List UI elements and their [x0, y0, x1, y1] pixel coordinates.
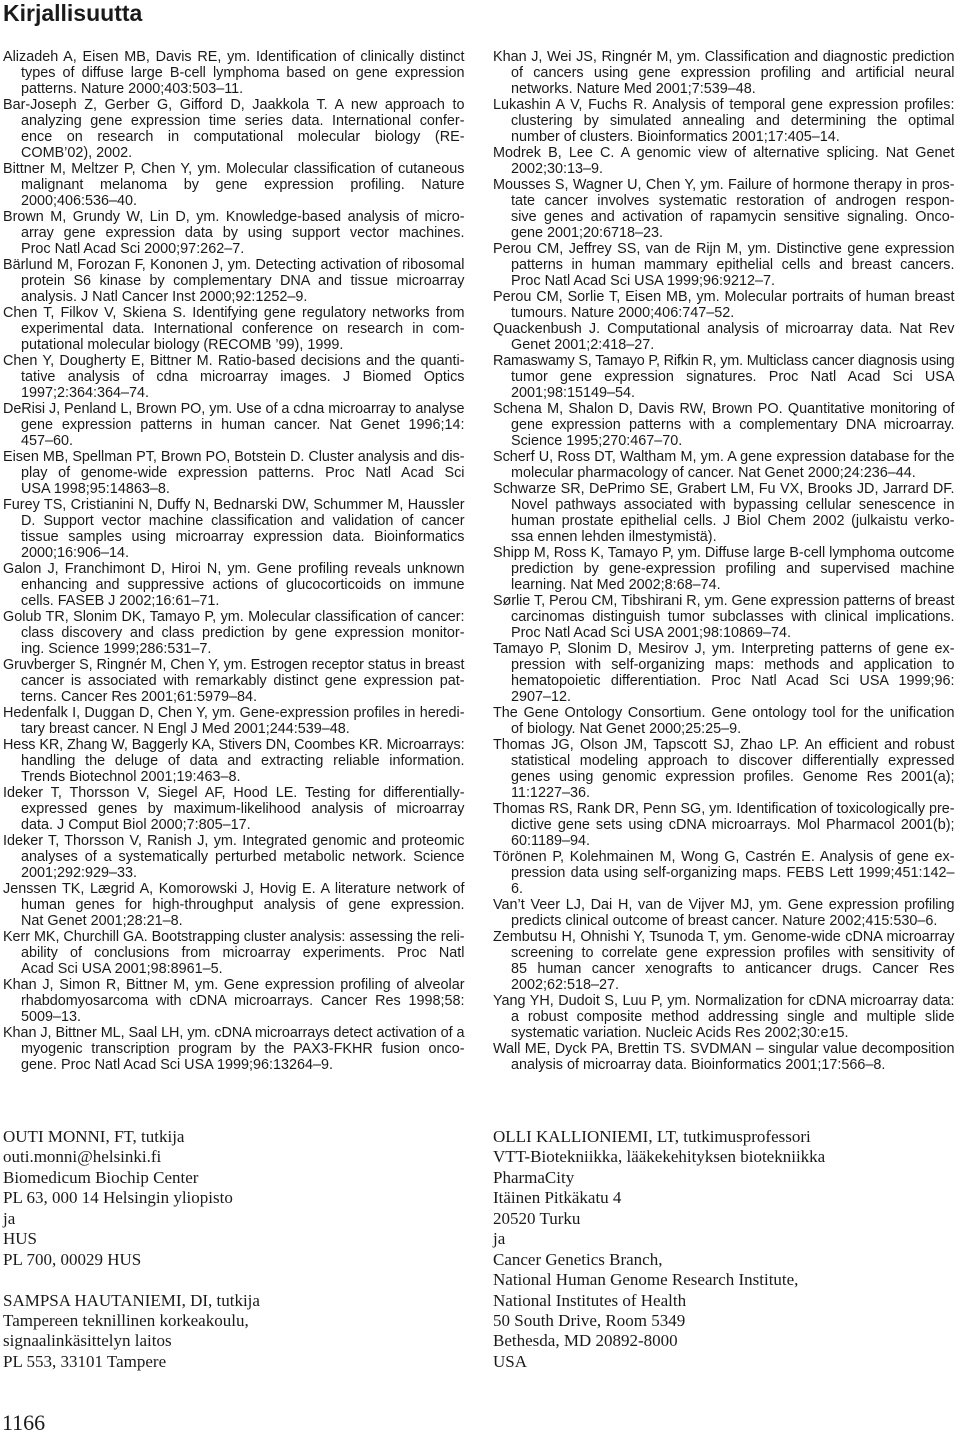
reference-line: ssa ennen lehden ilmestymistä).: [511, 529, 717, 545]
reference-line: 11:1227–36.: [511, 785, 590, 801]
reference-line: dictive gene sets using cDNA microarrays. Mol Pharmacol 2001(b);: [511, 817, 955, 833]
author-address-line: ja: [493, 1229, 506, 1249]
reference-line: Alizadeh A, Eisen MB, Davis RE, ym. Identification of clinically distinct: [3, 49, 465, 65]
reference-line: Khan J, Bittner ML, Saal LH, ym. cDNA microarrays detect activation of a: [3, 1025, 465, 1041]
author-address-line: National Institutes of Health: [493, 1290, 687, 1310]
reference-item: [3, 353, 465, 401]
reference-item: [3, 609, 465, 657]
reference-line: genes using genomic expression profiles. Genome Res 2001(a);: [511, 769, 955, 785]
reference-line: Brown M, Grundy W, Lin D, ym. Knowledge-based analysis of micro-: [3, 209, 465, 225]
reference-item: [493, 545, 955, 593]
author-address-line: OLLI KALLIONIEMI, LT, tutkimusprofessori: [493, 1127, 811, 1146]
reference-line: Ideker T, Thorsson V, Siegel AF, Hood LE. Testing for differentially-: [3, 785, 465, 801]
reference-line: Khan J, Simon R, Bittner M, ym. Gene expression profiling of alveolar: [3, 977, 465, 993]
author-address-line: 50 South Drive, Room 5349: [493, 1310, 686, 1330]
reference-line: data. J Comput Biol 2000;7:805–17.: [21, 817, 251, 833]
reference-item: [493, 289, 955, 321]
reference-line: number of clusters. Bioinformatics 2001;17:405–14.: [511, 129, 840, 145]
reference-line: Quackenbush J. Computational analysis of microarray data. Nat Rev: [493, 321, 955, 337]
reference-line: 5009–13.: [21, 1009, 82, 1025]
reference-line: statistical modeling approach to discover differentially expressed: [511, 753, 955, 769]
reference-line: Nat Genet 2001;28:21–8.: [21, 913, 183, 929]
author-address-line: outi.monni@helsinki.fi: [3, 1147, 162, 1167]
reference-line: ability of conclusions from microarray experiments. Proc Natl: [21, 945, 465, 961]
reference-item: [493, 177, 955, 241]
reference-line: Khan J, Wei JS, Ringnér M, ym. Classification and diagnostic prediction: [493, 49, 955, 65]
reference-line: handling the deluge of data and extracting reliable information.: [21, 753, 465, 769]
reference-line: Schwarze SR, DePrimo SE, Grabert LM, Fu VX, Brooks JD, Jarrard DF.: [493, 481, 955, 497]
reference-line: carcinomas distinguish tumor subclasses with clinical implications.: [511, 609, 955, 625]
reference-line: analysis of microarray data. Bioinformatics 2001;17:566–8.: [511, 1057, 886, 1073]
reference-item: [493, 593, 955, 641]
reference-item: [3, 257, 465, 305]
reference-item: [3, 705, 465, 737]
reference-item: [3, 497, 465, 561]
reference-line: Ramaswamy S, Tamayo P, Rifkin R, ym. Multiclass cancer diagnosis using: [493, 353, 955, 369]
reference-line: Thomas JG, Olson JM, Tapscott SJ, Zhao LP. An efficient and robust: [493, 737, 955, 753]
reference-line: Golub TR, Slonim DK, Tamayo P, ym. Molecular classification of cancer:: [3, 609, 465, 625]
reference-line: clustering by simulated annealing and determining the optimal: [511, 113, 955, 129]
reference-line: 60:1189–94.: [511, 833, 590, 849]
reference-line: 2000;16:906–14.: [21, 545, 130, 561]
reference-line: Sørlie T, Perou CM, Tibshirani R, ym. Gene expression patterns of breast: [493, 593, 955, 609]
author-addresses-left: [3, 1127, 458, 1372]
reference-item: [493, 145, 955, 177]
author-address-block: [3, 1127, 458, 1270]
reference-line: 2002;30:13–9.: [511, 161, 604, 177]
reference-line: cancer is associated with remarkably distinct gene expression pat-: [21, 673, 465, 689]
reference-line: protein S6 kinase by complementary DNA and tissue microarray: [21, 273, 465, 289]
reference-line: Tamayo P, Slonim D, Mesirov J, ym. Interpreting patterns of gene ex-: [493, 641, 955, 657]
author-address-line: Tampereen teknillinen korkeakoulu,: [3, 1310, 249, 1330]
reference-line: 2001;292:929–33.: [21, 865, 138, 881]
reference-item: [3, 561, 465, 609]
author-addresses-right: [493, 1127, 948, 1372]
reference-line: tary breast cancer. N Engl J Med 2001;244:539–48.: [21, 721, 350, 737]
reference-line: human prostate epithelial cells. J Biol Chem 2002 (julkaistu verko-: [511, 513, 955, 529]
reference-line: 85 human cancer xenografts to anticancer drugs. Cancer Res: [511, 961, 955, 977]
reference-line: gene expression patterns with a complementary DNA microarray.: [511, 417, 955, 433]
reference-line: Genet 2001;2:418–27.: [511, 337, 655, 353]
reference-item: [3, 881, 465, 929]
author-address-line: PharmaCity: [493, 1167, 575, 1187]
reference-line: patterns in human mammary epithelial cells and breast cancers.: [511, 257, 955, 273]
reference-line: patterns. Nature 2000;403:503–11.: [21, 81, 244, 97]
reference-line: gene. Proc Natl Acad Sci USA 1999;96:13264–9.: [21, 1057, 334, 1073]
reference-line: sive genes and activation of rapamycin sensitive signaling. Onco-: [511, 209, 955, 225]
reference-line: screening to correlate gene expression profiles with sensitivity of: [511, 945, 955, 961]
author-address-line: ja: [3, 1208, 16, 1228]
reference-line: analysis. J Natl Cancer Inst 2000;92:1252–9.: [21, 289, 308, 305]
reference-item: [3, 49, 465, 97]
reference-line: tissue samples using microarray expression data. Bioinformatics: [21, 529, 465, 545]
reference-item: [3, 1025, 465, 1073]
reference-line: DeRisi J, Penland L, Brown PO, ym. Use of a cdna microarray to analyse: [3, 401, 465, 417]
reference-item: [3, 401, 465, 449]
author-address-block: [3, 1291, 458, 1373]
references-right-column: [493, 49, 955, 1073]
reference-line: human genes for high-throughput analysis of gene expression.: [21, 897, 465, 913]
reference-line: Wall ME, Dyck PA, Brettin TS. SVDMAN – singular value decomposition: [493, 1041, 955, 1057]
reference-line: The Gene Ontology Consortium. Gene ontology tool for the unification: [493, 705, 955, 721]
reference-line: D. Support vector machine classification and validation of cancer: [21, 513, 465, 529]
author-address-line: Bethesda, MD 20892-8000: [493, 1331, 678, 1351]
reference-item: [493, 481, 955, 545]
reference-line: Furey TS, Cristianini N, Duffy N, Bednarski DW, Schummer M, Haussler: [3, 497, 465, 513]
author-address-line: SAMPSA HAUTANIEMI, DI, tutkija: [3, 1290, 260, 1310]
reference-line: Scherf U, Ross DT, Waltham M, ym. A gene expression database for the: [493, 449, 955, 465]
reference-line: ence on research in computational molecular biology (RE-: [21, 129, 465, 145]
reference-line: Hedenfalk I, Duggan D, Chen Y, ym. Gene-expression profiles in heredi-: [3, 705, 465, 721]
author-address-line: PL 63, 000 14 Helsingin yliopisto: [3, 1188, 233, 1208]
reference-line: 2000;406:536–40.: [21, 193, 138, 209]
reference-line: play of genome-wide expression patterns. Proc Natl Acad Sci: [21, 465, 465, 481]
reference-line: Van’t Veer LJ, Dai H, van de Vijver MJ, ym. Gene expression profiling: [493, 897, 955, 913]
reference-item: [493, 801, 955, 849]
reference-line: USA 1998;95:14863–8.: [21, 481, 170, 497]
reference-line: terns. Cancer Res 2001;61:5979–84.: [21, 689, 258, 705]
reference-item: [3, 97, 465, 161]
reference-item: [493, 993, 955, 1041]
reference-line: Proc Natl Acad Sci USA 2001;98:10869–74.: [511, 625, 792, 641]
reference-item: [493, 929, 955, 993]
reference-line: expressed genes by maximum-likelihood analysis of microarray: [21, 801, 465, 817]
reference-item: [493, 49, 955, 97]
reference-line: tative analysis of cdna microarray images. J Biomed Optics: [21, 369, 465, 385]
author-address-line: 20520 Turku: [493, 1208, 581, 1228]
reference-line: molecular pharmacology of cancer. Nat Genet 2000;24:236–44.: [511, 465, 916, 481]
reference-line: Kerr MK, Churchill GA. Bootstrapping cluster analysis: assessing the reli-: [3, 929, 465, 945]
reference-line: Novel pathways associated with bypassing cellular senescence in: [511, 497, 955, 513]
reference-line: Galon J, Franchimont D, Hiroi N, ym. Gene profiling reveals unknown: [3, 561, 465, 577]
reference-line: enhancing and suppressive actions of glucocorticoids on immune: [21, 577, 465, 593]
reference-line: tumor gene expression signatures. Proc Natl Acad Sci USA: [511, 369, 955, 385]
reference-line: Lukashin A V, Fuchs R. Analysis of temporal gene expression profiles:: [493, 97, 955, 113]
reference-line: pression with self-organizing maps: methods and application to: [511, 657, 955, 673]
reference-line: 6.: [511, 881, 524, 897]
reference-line: cells. FASEB J 2002;16:61–71.: [21, 593, 220, 609]
reference-line: systematic variation. Nucleic Acids Res 2002;30:e15.: [511, 1025, 849, 1041]
reference-line: myogenic transcription program by the PAX3-FKHR fusion onco-: [21, 1041, 465, 1057]
reference-item: [3, 785, 465, 833]
reference-line: Chen T, Filkov V, Skiena S. Identifying gene regulatory networks from: [3, 305, 465, 321]
author-address-line: OUTI MONNI, FT, tutkija: [3, 1127, 185, 1146]
reference-line: types of diffuse large B-cell lymphoma based on gene expression: [21, 65, 465, 81]
reference-line: Zembutsu H, Ohnishi Y, Tsunoda T, ym. Genome-wide cDNA microarray: [493, 929, 955, 945]
reference-line: Hess KR, Zhang W, Baggerly KA, Stivers DN, Coombes KR. Microarrays:: [3, 737, 465, 753]
reference-item: [493, 353, 955, 401]
reference-line: Gruvberger S, Ringnér M, Chen Y, ym. Estrogen receptor status in breast: [3, 657, 465, 673]
reference-item: [3, 305, 465, 353]
reference-line: Science 1995;270:467–70.: [511, 433, 683, 449]
page-number: 1166: [2, 1410, 46, 1435]
reference-line: prediction by gene-expression profiling and supervised machine: [511, 561, 955, 577]
reference-item: [493, 241, 955, 289]
reference-item: [3, 977, 465, 1025]
reference-line: learning. Nat Med 2002;8:68–74.: [511, 577, 721, 593]
reference-item: [493, 449, 955, 481]
reference-line: Perou CM, Jeffrey SS, van de Rijn M, ym. Distinctive gene expression: [493, 241, 955, 257]
reference-line: Proc Natl Acad Sci USA 1999;96:9212–7.: [511, 273, 775, 289]
reference-line: rhabdomyosarcoma with cDNA microarrays. Cancer Res 1998;58:: [21, 993, 465, 1009]
reference-line: class discovery and class prediction by gene expression monitor-: [21, 625, 465, 641]
reference-item: [493, 737, 955, 801]
reference-line: Perou CM, Sorlie T, Eisen MB, ym. Molecular portraits of human breast: [493, 289, 955, 305]
reference-item: [3, 449, 465, 497]
reference-line: gene expression patterns in human cancer. Nat Genet 1996;14:: [21, 417, 465, 433]
author-address-line: Biomedicum Biochip Center: [3, 1167, 199, 1187]
reference-line: pression data using self-organizing maps. FEBS Lett 1999;451:142–: [511, 865, 955, 881]
reference-item: [3, 737, 465, 785]
reference-line: 1997;2:364:364–74.: [21, 385, 150, 401]
reference-line: tate cancer involves systematic restoration of androgen respon-: [511, 193, 955, 209]
reference-line: Modrek B, Lee C. A genomic view of alternative splicing. Nat Genet: [493, 145, 955, 161]
references-left-column: [3, 49, 465, 1073]
reference-line: 2907–12.: [511, 689, 572, 705]
reference-item: [493, 705, 955, 737]
reference-line: Mousses S, Wagner U, Chen Y, ym. Failure of hormone therapy in pros-: [493, 177, 955, 193]
reference-line: Törönen P, Kolehmainen M, Wong G, Castrén E. Analysis of gene ex-: [493, 849, 955, 865]
author-address-line: PL 553, 33101 Tampere: [3, 1351, 167, 1371]
reference-line: Shipp M, Ross K, Tamayo P, ym. Diffuse large B-cell lymphoma outcome: [493, 545, 955, 561]
author-address-line: Itäinen Pitkäkatu 4: [493, 1188, 622, 1208]
reference-line: analyses of a systematically perturbed metabolic network. Science: [21, 849, 465, 865]
reference-item: [3, 929, 465, 977]
reference-item: [3, 161, 465, 209]
reference-line: Thomas RS, Rank DR, Penn SG, ym. Identification of toxicologically pre-: [493, 801, 955, 817]
reference-item: [493, 1041, 955, 1073]
author-address-line: National Human Genome Research Institute,: [493, 1270, 799, 1290]
reference-item: [3, 209, 465, 257]
reference-line: Proc Natl Acad Sci 2000;97:262–7.: [21, 241, 245, 257]
reference-line: hematopoietic differentiation. Proc Natl Acad Sci USA 1999;96:: [511, 673, 955, 689]
reference-line: tumours. Nature 2000;406:747–52.: [511, 305, 735, 321]
reference-line: putational molecular biology (RECOMB ’99), 1999.: [21, 337, 344, 353]
author-address-line: HUS: [3, 1229, 38, 1249]
reference-line: Bittner M, Meltzer P, Chen Y, ym. Molecular classification of cutaneous: [3, 161, 465, 177]
reference-line: array gene expression data by using support vector machines.: [21, 225, 465, 241]
reference-line: Ideker T, Thorsson V, Ranish J, ym. Integrated genomic and proteomic: [3, 833, 465, 849]
reference-line: COMB’02), 2002.: [21, 145, 133, 161]
reference-line: networks. Nature Med 2001;7:539–48.: [511, 81, 756, 97]
reference-line: Chen Y, Dougherty E, Bittner M. Ratio-based decisions and the quanti-: [3, 353, 465, 369]
reference-item: [493, 97, 955, 145]
reference-line: predicts clinical outcome of breast cancer. Nature 2002;415:530–6.: [511, 913, 938, 929]
author-address-line: USA: [493, 1351, 528, 1371]
reference-item: [493, 641, 955, 705]
reference-item: [493, 849, 955, 897]
reference-line: experimental data. International conference on research in com-: [21, 321, 465, 337]
reference-line: 457–60.: [21, 433, 74, 449]
reference-line: of cancers using gene expression profiling and artificial neural: [511, 65, 955, 81]
reference-line: Yang YH, Dudoit S, Luu P, ym. Normalization for cDNA microarray data:: [493, 993, 955, 1009]
reference-line: Bärlund M, Forozan F, Kononen J, ym. Detecting activation of ribosomal: [3, 257, 465, 273]
reference-item: [493, 401, 955, 449]
reference-item: [3, 833, 465, 881]
reference-line: analyzing gene expression time series data. International confer-: [21, 113, 465, 129]
reference-line: Eisen MB, Spellman PT, Brown PO, Botstein D. Cluster analysis and dis-: [3, 449, 465, 465]
reference-line: a robust composite method addressing single and multiple slide: [511, 1009, 955, 1025]
reference-line: ing. Science 1999;286:531–7.: [21, 641, 212, 657]
author-address-line: signaalinkäsittelyn laitos: [3, 1331, 172, 1351]
reference-line: gene 2001;20:6718–23.: [511, 225, 664, 241]
reference-line: Acad Sci USA 2001;98:8961–5.: [21, 961, 223, 977]
reference-line: Bar-Joseph Z, Gerber G, Gifford D, Jaakkola T. A new approach to: [3, 97, 465, 113]
reference-line: of biology. Nat Genet 2000;25:25–9.: [511, 721, 742, 737]
reference-line: 2002;62:518–27.: [511, 977, 620, 993]
reference-line: malignant melanoma by gene expression profiling. Nature: [21, 177, 465, 193]
reference-line: Jenssen TK, Lægrid A, Komorowski J, Hovig E. A literature network of: [3, 881, 465, 897]
author-address-line: Cancer Genetics Branch,: [493, 1249, 663, 1269]
reference-line: Schena M, Shalon D, Davis RW, Brown PO. Quantitative monitoring of: [493, 401, 955, 417]
author-address-line: VTT-Biotekniikka, lääkekehityksen biotekniikka: [493, 1147, 826, 1167]
reference-line: 2001;98:15149–54.: [511, 385, 636, 401]
reference-item: [3, 657, 465, 705]
author-address-line: PL 700, 00029 HUS: [3, 1249, 142, 1269]
reference-line: Trends Biotechnol 2001;19:463–8.: [21, 769, 241, 785]
author-address-block: [493, 1127, 948, 1372]
reference-item: [493, 321, 955, 353]
section-title: Kirjallisuutta: [3, 0, 143, 26]
reference-item: [493, 897, 955, 929]
